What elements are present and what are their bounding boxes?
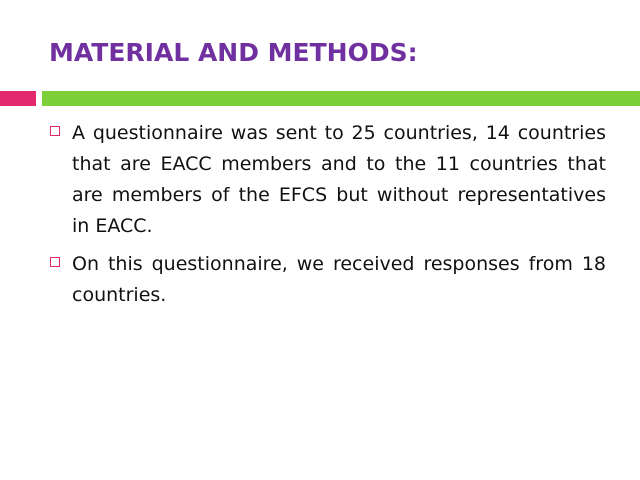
bullet-item (48, 249, 606, 311)
bullet-list (48, 118, 606, 318)
title-rule-green (42, 91, 640, 106)
slide-title: MATERIAL AND METHODS: (49, 38, 418, 67)
hollow-square-bullet-icon (50, 257, 60, 267)
bullet-item (48, 118, 606, 242)
title-rule-pink (0, 91, 36, 106)
bullet-text: A questionnaire was sent to 25 countries, 14 countries that are EACC members and to the 11 countries that are members of the EFCS but without representatives in EACC. (72, 122, 606, 237)
bullet-text: On this questionnaire, we received responses from 18 countries. (72, 253, 606, 306)
hollow-square-bullet-icon (50, 126, 60, 136)
